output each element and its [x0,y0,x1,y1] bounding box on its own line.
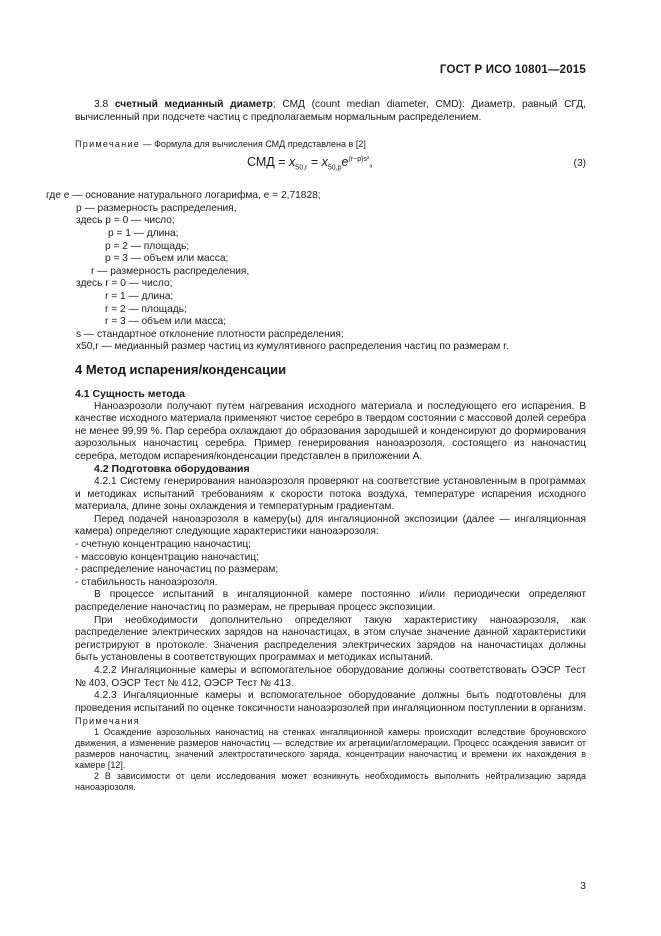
formula-sub2: 50,p [327,164,342,172]
where-item: r = 1 — длина; [105,290,174,302]
where-item: r = 3 — объем или масса; [105,316,227,328]
where-item: где e — основание натурального логарифма, e = 2,71828; [46,190,321,202]
para-4-2-1: 4.2.1 Систему генерирования наноаэрозоля проверяют на соответствие установленным в программах и методиках испытаний требованиям к скорости потока воздуха, температуре испарения исходного материала, длине зоны охлаждения и температурным градиентам. [75,476,586,513]
list-item: - распределение наночастиц по размерам; [75,564,279,576]
note-label: Примечание [75,139,141,150]
page-number: 3 [580,880,586,892]
formula-eq2: = [310,155,319,170]
formula-number: (3) [573,158,586,170]
formula-expression [247,154,373,175]
where-item: p = 1 — длина; [108,227,179,239]
where-list [46,190,586,354]
document-header: ГОСТ Р ИСО 10801—2015 [439,64,586,76]
where-item: x50,r — медианный размер частиц из кумулятивного распределения частиц по размерам r. [76,341,509,353]
formula-exp: (r−p)s² [348,156,370,164]
para-4-2-3: 4.2.3 Ингаляционные камеры и вспомогательное оборудование должны быть подготовлены для проведения испытаний по оценке токсичности наноаэрозолей при ингаляционном поступлении в организм. [75,690,586,714]
where-item: p — размерность распределения, [76,202,237,214]
section-4-2-title: 4.2 Подготовка оборудования [94,463,250,476]
formula-eq: = [278,155,286,170]
term-definition [75,99,586,124]
formula-note [75,139,586,150]
notes-heading [75,716,586,727]
term-text: ; СМД (count median diameter, CMD): Диаметр, равный СГД, вычисленный при подсчете частиц с предполагаемым нормальным распределением. [75,99,586,123]
formula-lhs: СМД [247,155,275,170]
where-item: r = 2 — площадь; [105,303,187,315]
para-need: При необходимости дополнительно определяют такую характеристику наноаэрозоля, как распределение электрических зарядов на наночастицах, в этом случае значение данной характеристики регистрируют в протоколе. Значения распределения электрических зарядов на наночастицах должны быть установлены в соответствующих программах и методиках испытаний. [75,614,586,664]
formula-x2: x [321,155,328,170]
para-before-supply: Перед подачей наноаэрозоля в камеру(ы) для ингаляционной экспозиции (далее — ингаляционная камера) определяют следующие характеристики наноаэрозоля: [75,513,586,538]
characteristics-list [75,539,586,589]
note-2: 2 В зависимости от цели исследования может возникнуть необходимость выполнить нейтрализацию заряда наноаэрозоля. [75,771,586,793]
section-4-1-title: 4.1 Сущность метода [75,387,186,400]
where-item: p = 2 — площадь; [105,240,190,252]
notes-label: Примечания [75,716,140,727]
term-name: счетный медианный диаметр [114,99,273,110]
list-item: - счетную концентрацию наночастиц; [75,539,252,551]
formula-tail: , [369,155,373,170]
term-number: 3.8 [94,99,109,110]
where-item: здесь r = 0 — число; [76,278,173,290]
page-content [46,99,586,793]
section-4-1-text: Наноаэрозоли получают путем нагревания исходного материала и последующего его испарения. В качестве исходного материала применяют чистое серебро в твердом состоянии с массовой долей серебра не менее 99,99 %. Пар серебра охлаждают до образования зародышей и конденсируют до формирования аэрозольных наночастиц серебра. Пример генерирования наноаэрозоля, состоящего из наночастиц серебра, методом испарения/конденсации представлен в приложении А. [75,400,586,462]
para-4-2-2: 4.2.2 Ингаляционные камеры и вспомогательное оборудование должны соответствовать ОЭСР Тест № 403, ОЭСР Тест № 412, ОЭСР Тест № 413. [75,664,586,689]
formula-sub1: 50,r [295,164,308,172]
para-process: В процессе испытаний в ингаляционной камере постоянно и/или периодически определяют распределение наночастиц по размерам, не прерывая процесс экспозиции. [75,589,586,613]
list-item: - стабильность наноаэрозоля. [75,576,218,588]
formula-3 [75,150,586,188]
section-4-title: 4 Метод испарения/конденсации [75,361,287,377]
where-item: p = 3 — объем или масса; [105,253,229,265]
formula-e: e [341,155,349,170]
note-1: 1 Осаждение аэрозольных наночастиц на стенках ингаляционной камеры происходит вследствие броуновского движения, а изменение размеров наночастиц — вследствие их агрегации/агломерации. Процесс осаждения зависит от размеров наночастиц, значений электростатического заряда, концентрации наночастиц и времени их нахождения в камере [12]. [75,727,586,771]
where-item: здесь p = 0 — число; [76,215,175,227]
note-text: — Формула для вычисления СМД представлена в [2] [140,139,366,150]
where-item: r — размерность распределения, [91,265,250,277]
list-item: - массовую концентрацию наночастиц; [75,551,259,563]
formula-x1: x [289,155,296,170]
where-item: s — стандартное отклонение плотности распределения; [76,328,344,340]
